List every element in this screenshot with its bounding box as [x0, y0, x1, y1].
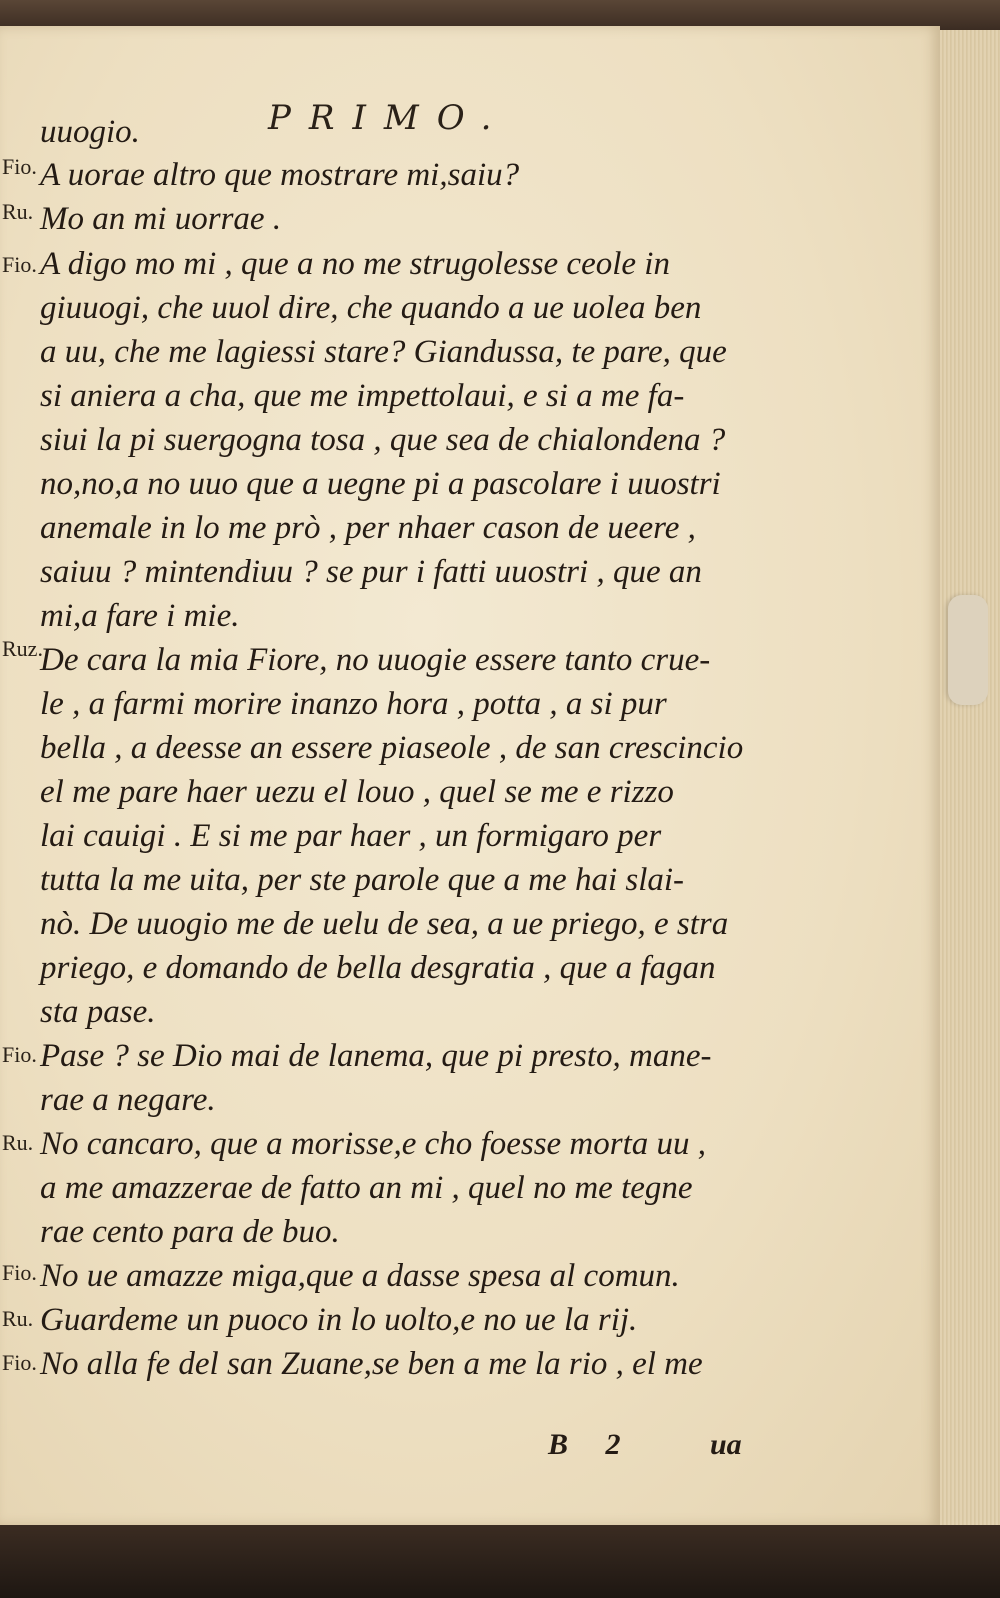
speaker-label: Fio.	[2, 1350, 37, 1375]
text-line: el me pare haer uezu el louo , quel se me e rizzo	[40, 774, 674, 810]
signature-mark: B 2	[548, 1428, 621, 1461]
text-line: sta pase.	[40, 994, 156, 1030]
text-line: priego, e domando de bella desgratia , que a fagan	[40, 950, 716, 986]
page-edges	[940, 30, 1000, 1525]
book-clip	[948, 595, 988, 705]
speaker-label: Fio.	[2, 1042, 37, 1067]
text-line: siui la pi suergogna tosa , que sea de chialondena ?	[40, 422, 726, 458]
catchword: ua	[710, 1428, 742, 1461]
text-line: si aniera a cha, que me impettolaui, e si a me fa-	[40, 378, 685, 414]
text-line: no,no,a no uuo que a uegne pi a pascolare i uuostri	[40, 466, 721, 502]
speaker-label: Fio.	[2, 252, 37, 277]
text-line: No alla fe del san Zuane,se ben a me la rio , el me	[40, 1346, 703, 1382]
text-line: a uu, che me lagiessi stare? Giandussa, te pare, que	[40, 334, 727, 370]
running-head: PRIMO.	[268, 98, 510, 138]
speaker-label: Ruz.	[2, 636, 43, 661]
text-line: bella , a deesse an essere piaseole , de san crescincio	[40, 730, 744, 766]
text-line: Mo an mi uorrae .	[40, 201, 282, 237]
text-line: lai cauigi . E si me par haer , un formigaro per	[40, 818, 662, 854]
text-line: saiuu ? mintendiuu ? se pur i fatti uuostri , que an	[40, 554, 702, 590]
text-line: A uorae altro que mostrare mi,saiu?	[40, 157, 520, 193]
text-line: giuuogi, che uuol dire, che quando a ue uolea ben	[40, 290, 702, 326]
text-line: No cancaro, que a morisse,e cho foesse morta uu ,	[40, 1126, 707, 1162]
text-line: Guardeme un puoco in lo uolto,e no ue la rij.	[40, 1302, 638, 1338]
text-line: le , a farmi morire inanzo hora , potta , a si pur	[40, 686, 667, 722]
text-line: tutta la me uita, per ste parole que a me hai slai-	[40, 862, 685, 898]
book-cover-bottom	[0, 1525, 1000, 1598]
speaker-label: Ru.	[2, 199, 34, 224]
text-line: a me amazzerae de fatto an mi , quel no me tegne	[40, 1170, 693, 1206]
text-line: No ue amazze miga,que a dasse spesa al comun.	[40, 1258, 680, 1294]
text-line: De cara la mia Fiore, no uuogie essere tanto crue-	[40, 642, 711, 678]
text-line: mi,a fare i mie.	[40, 598, 240, 634]
page	[0, 26, 940, 1526]
text-line: nò. De uuogio me de uelu de sea, a ue priego, e stra	[40, 906, 729, 942]
speaker-label: Ru.	[2, 1130, 34, 1155]
text-line: rae a negare.	[40, 1082, 216, 1118]
text-line: uuogio.	[40, 114, 140, 150]
text-line: A digo mo mi , que a no me strugolesse ceole in	[40, 246, 670, 282]
text-line: rae cento para de buo.	[40, 1214, 340, 1250]
text-line: anemale in lo me prò , per nhaer cason de ueere ,	[40, 510, 696, 546]
text-line: Pase ? se Dio mai de lanema, que pi presto, mane-	[40, 1038, 712, 1074]
speaker-label: Fio.	[2, 1260, 37, 1285]
speaker-label: Fio.	[2, 154, 37, 179]
speaker-label: Ru.	[2, 1306, 34, 1331]
